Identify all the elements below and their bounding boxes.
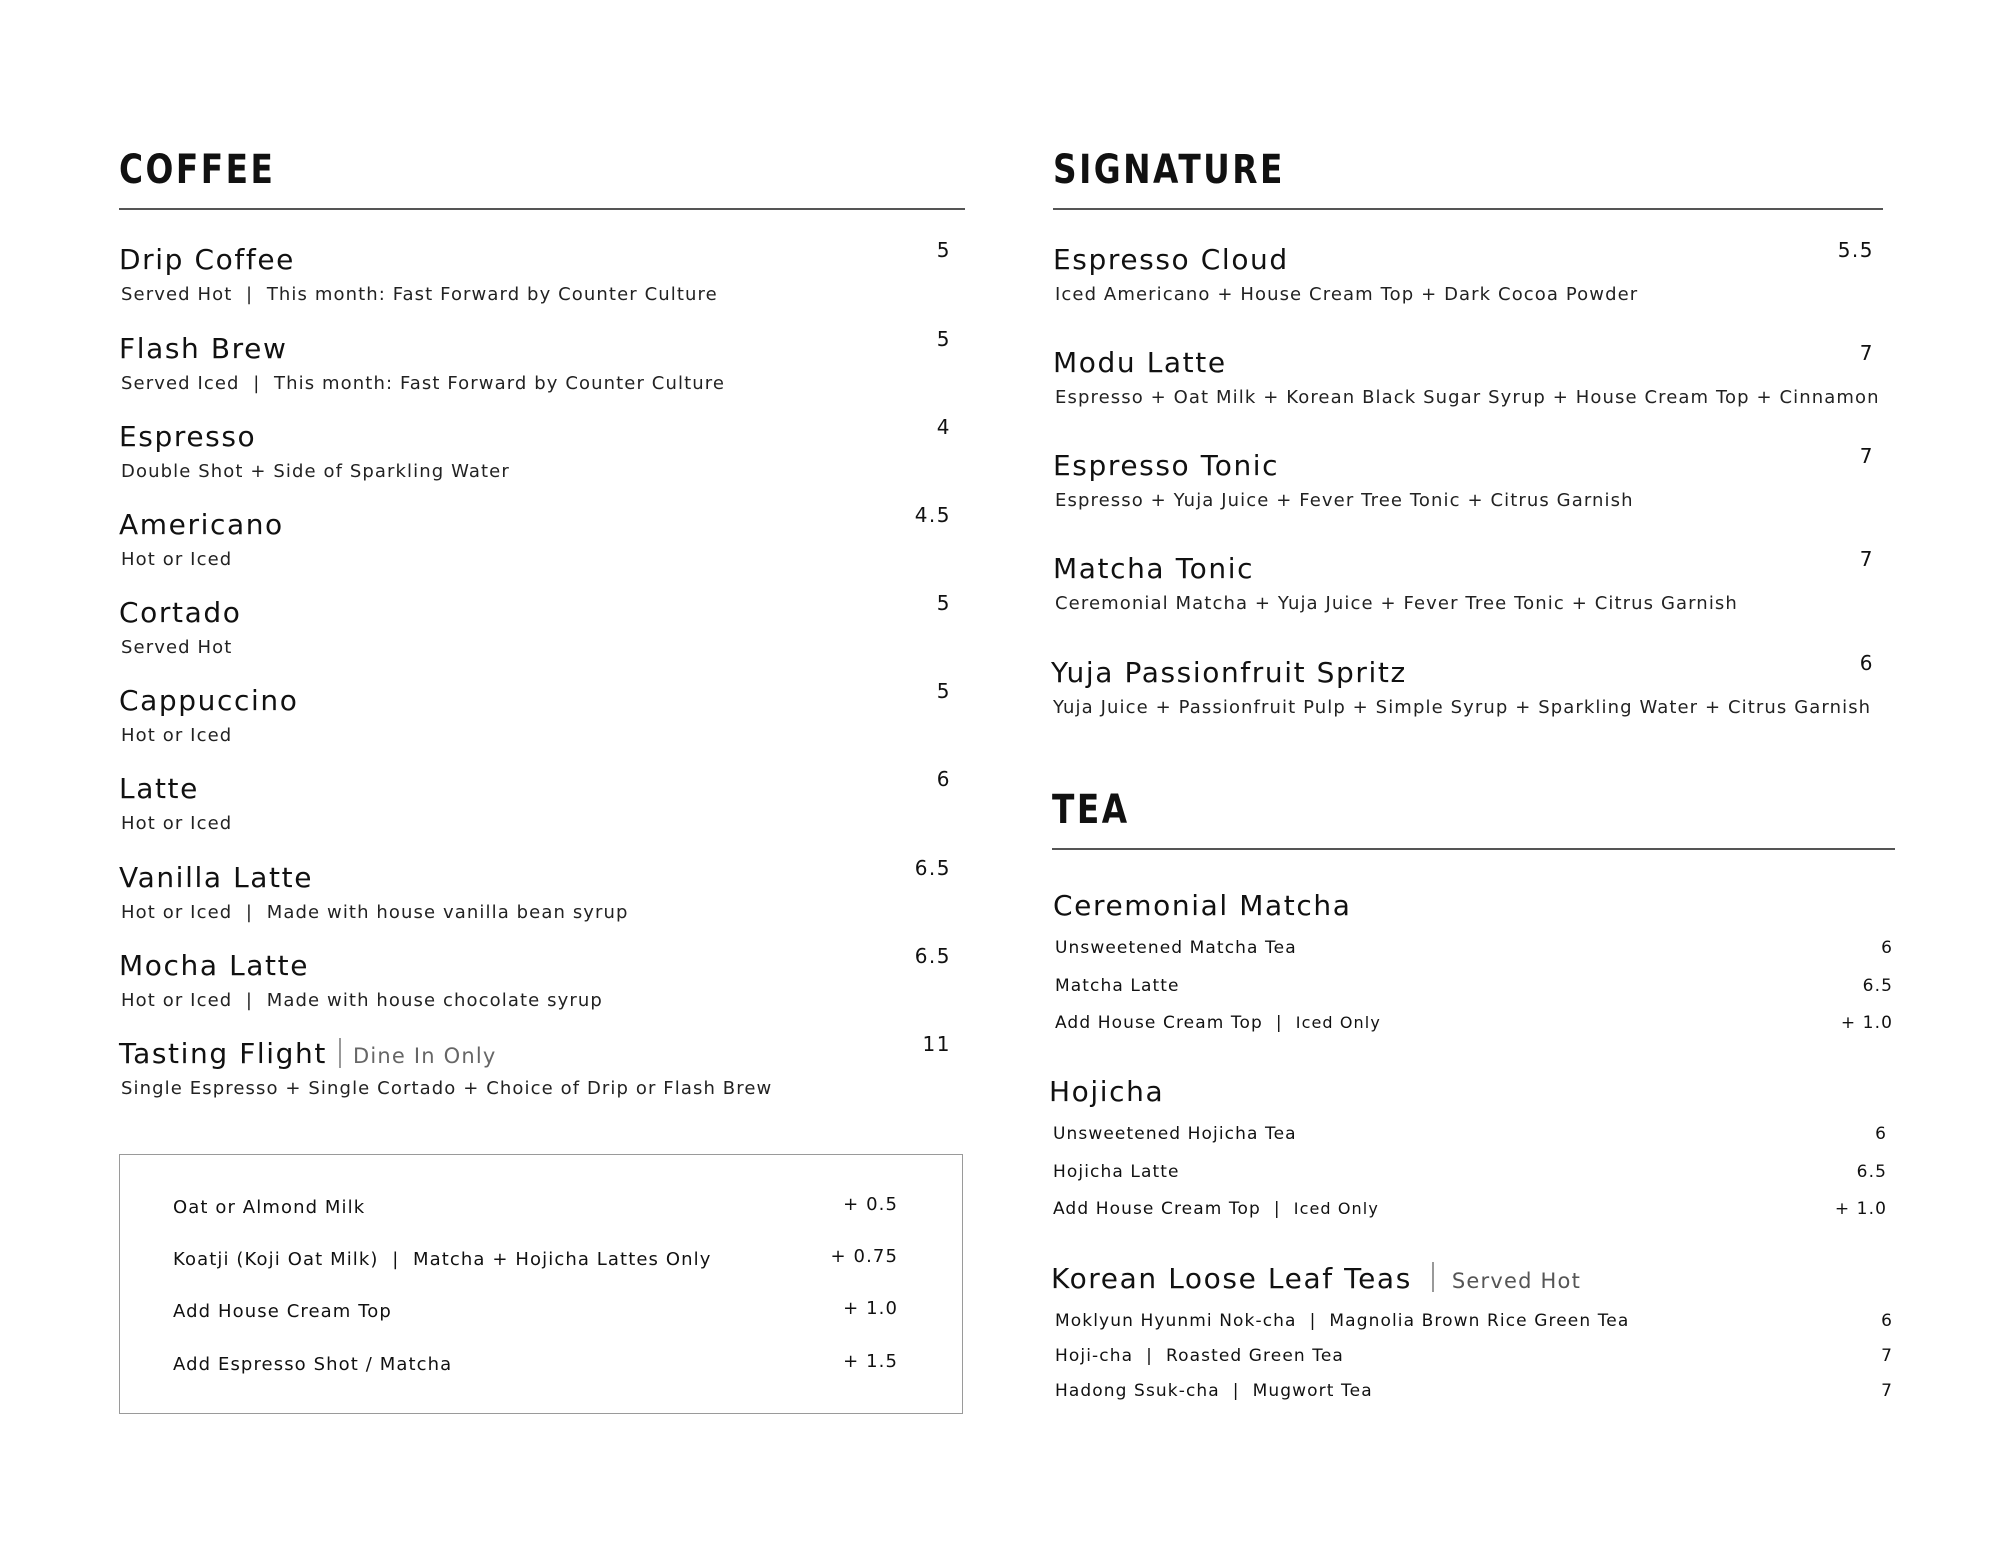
item-description: Served Hot [121, 637, 233, 658]
add-on-row [173, 1351, 898, 1382]
tea-row [1055, 1311, 1893, 1335]
item-description: Single Espresso + Single Cortado + Choice of Drip or Flash Brew [121, 1078, 773, 1099]
item-price: 4 [936, 415, 951, 439]
item-name: Matcha Tonic [1053, 552, 1255, 585]
tea-group-heading: Hojicha [1049, 1075, 1165, 1108]
item-name: Americano [119, 508, 284, 541]
tea-price: 7 [1881, 1346, 1893, 1366]
add-on-price: + 0.5 [843, 1194, 898, 1215]
item-name: Espresso Tonic [1053, 449, 1280, 482]
item-name: Cortado [119, 596, 242, 629]
tea-price: 6.5 [1862, 976, 1893, 996]
item-price: 6.5 [914, 856, 951, 880]
item-price: 5 [936, 238, 951, 262]
tea-price: 6 [1881, 938, 1893, 958]
item-description: Double Shot + Side of Sparkling Water [121, 461, 510, 482]
item-name: Vanilla Latte [119, 861, 314, 894]
add-on-price: + 0.75 [830, 1246, 898, 1267]
signature-section-title: SIGNATURE [1053, 147, 1285, 193]
tea-row [1055, 976, 1893, 1000]
item-description: Espresso + Yuja Juice + Fever Tree Tonic + Citrus Garnish [1055, 490, 1634, 511]
tea-label: Hadong Ssuk-cha | Mugwort Tea [1055, 1381, 1373, 1401]
tea-group-name: Korean Loose Leaf Teas [1051, 1262, 1412, 1295]
item-price: 11 [922, 1032, 951, 1056]
tea-label: Hojicha Latte [1053, 1162, 1180, 1182]
item-price: 6 [1859, 651, 1874, 675]
item-price: 7 [1859, 547, 1874, 571]
tea-group-heading [1051, 1262, 1581, 1295]
add-on-label: Add House Cream Top [173, 1301, 392, 1322]
tea-label: Unsweetened Matcha Tea [1055, 938, 1297, 958]
item-description: Hot or Iced [121, 549, 233, 570]
tea-label: Hoji-cha | Roasted Green Tea [1055, 1346, 1344, 1366]
item-price: 7 [1859, 341, 1874, 365]
item-name: Espresso [119, 420, 257, 453]
tea-row [1055, 1346, 1893, 1370]
item-description: Hot or Iced [121, 725, 233, 746]
tea-section-title: TEA [1052, 787, 1130, 833]
tea-label-note: Iced Only [1295, 1013, 1381, 1032]
tea-divider [1052, 848, 1895, 850]
item-description: Hot or Iced | Made with house chocolate syrup [121, 990, 603, 1011]
item-price: 5.5 [1837, 238, 1874, 262]
tea-row [1053, 1199, 1891, 1223]
item-name: Mocha Latte [119, 949, 310, 982]
tea-price: + 1.0 [1834, 1199, 1887, 1219]
add-on-label: Oat or Almond Milk [173, 1197, 366, 1218]
add-on-row [173, 1246, 898, 1277]
tea-price: + 1.0 [1840, 1013, 1893, 1033]
item-name: Yuja Passionfruit Spritz [1051, 656, 1407, 689]
add-on-price: + 1.0 [843, 1298, 898, 1319]
tea-label: Unsweetened Hojicha Tea [1053, 1124, 1297, 1144]
item-price: 6.5 [914, 944, 951, 968]
item-description: Served Iced | This month: Fast Forward by Counter Culture [121, 373, 726, 394]
item-name-text: Tasting Flight [119, 1037, 327, 1070]
item-note: Dine In Only [352, 1044, 497, 1068]
item-price: 5 [936, 591, 951, 615]
tea-price: 7 [1881, 1381, 1893, 1401]
coffee-section-title: COFFEE [119, 147, 276, 193]
item-name [119, 1037, 497, 1070]
item-description: Ceremonial Matcha + Yuja Juice + Fever Tree Tonic + Citrus Garnish [1055, 593, 1738, 614]
tea-row [1055, 1013, 1893, 1037]
item-description: Served Hot | This month: Fast Forward by Counter Culture [121, 284, 718, 305]
tea-group-note: Served Hot [1451, 1269, 1582, 1293]
item-description: Iced Americano + House Cream Top + Dark Cocoa Powder [1055, 284, 1639, 305]
add-on-price: + 1.5 [843, 1351, 898, 1372]
item-price: 7 [1859, 444, 1874, 468]
item-price: 5 [936, 679, 951, 703]
item-price: 4.5 [914, 503, 951, 527]
add-on-label: Add Espresso Shot / Matcha [173, 1354, 453, 1375]
item-name: Modu Latte [1053, 346, 1227, 379]
item-description: Yuja Juice + Passionfruit Pulp + Simple Syrup + Sparkling Water + Citrus Garnish [1053, 697, 1872, 718]
tea-row [1053, 1124, 1891, 1148]
item-price: 5 [936, 327, 951, 351]
tea-price: 6 [1875, 1124, 1887, 1144]
separator-bar [339, 1038, 341, 1068]
add-on-row [173, 1194, 898, 1225]
separator-bar [1432, 1262, 1434, 1292]
item-description: Espresso + Oat Milk + Korean Black Sugar Syrup + House Cream Top + Cinnamon [1055, 387, 1880, 408]
item-name: Latte [119, 772, 199, 805]
add-on-label: Koatji (Koji Oat Milk) | Matcha + Hojicha Lattes Only [173, 1249, 712, 1270]
tea-price: 6.5 [1856, 1162, 1887, 1182]
tea-row [1055, 938, 1893, 962]
tea-label: Moklyun Hyunmi Nok-cha | Magnolia Brown Rice Green Tea [1055, 1311, 1630, 1331]
item-name: Flash Brew [119, 332, 288, 365]
tea-group-heading: Ceremonial Matcha [1053, 889, 1352, 922]
tea-label-note: Iced Only [1293, 1199, 1379, 1218]
item-description: Hot or Iced | Made with house vanilla bean syrup [121, 902, 629, 923]
tea-price: 6 [1881, 1311, 1893, 1331]
item-name: Cappuccino [119, 684, 299, 717]
tea-label [1055, 1013, 1381, 1033]
item-price: 6 [936, 767, 951, 791]
tea-label-text: Add House Cream Top | [1053, 1199, 1294, 1219]
tea-label [1053, 1199, 1379, 1219]
tea-row [1055, 1381, 1893, 1405]
item-name: Drip Coffee [119, 243, 295, 276]
add-ons-box [119, 1154, 963, 1414]
tea-label-text: Add House Cream Top | [1055, 1013, 1296, 1033]
coffee-divider [119, 208, 965, 210]
tea-row [1053, 1162, 1891, 1186]
item-description: Hot or Iced [121, 813, 233, 834]
tea-label: Matcha Latte [1055, 976, 1180, 996]
signature-divider [1053, 208, 1883, 210]
item-name: Espresso Cloud [1053, 243, 1289, 276]
add-on-row [173, 1298, 898, 1329]
